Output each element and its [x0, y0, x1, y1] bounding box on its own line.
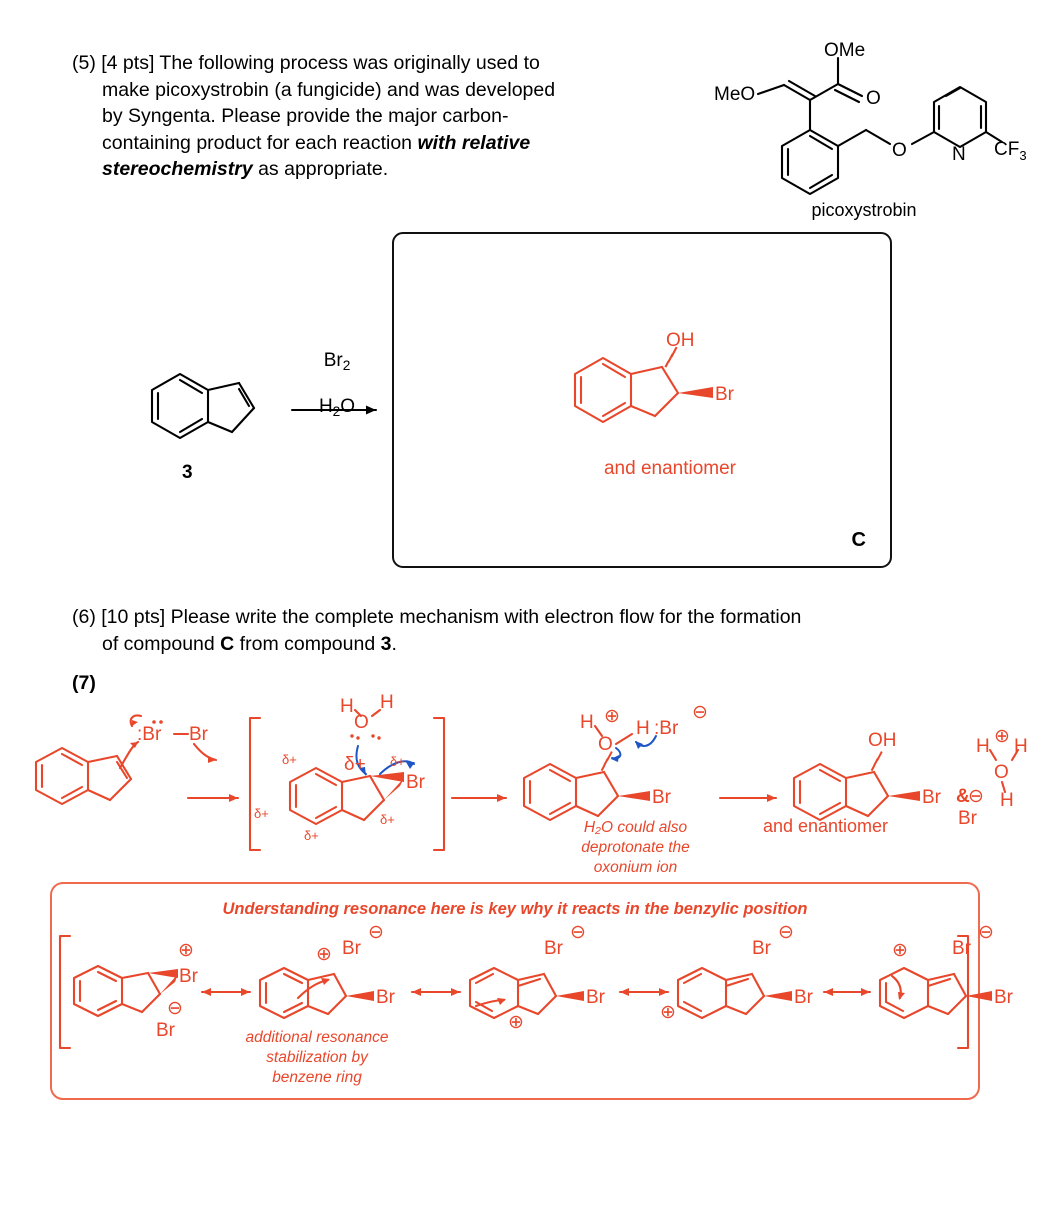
hydronium-h3: H: [1000, 790, 1014, 811]
oxonium-bromide-label: :Br: [654, 718, 679, 739]
res2-br-label: Br: [376, 987, 395, 1008]
res2-bromide-label: Br: [342, 938, 361, 959]
oxonium-plus-charge: ⊕: [604, 706, 620, 727]
res3-plus-charge: ⊕: [508, 1012, 524, 1033]
resonance-structure-ring-cation-a: [470, 922, 606, 1033]
oxonium-bromide-charge: ⊖: [692, 702, 708, 723]
oxonium-o-label: O: [598, 734, 613, 755]
water-h-right: H: [380, 692, 394, 713]
annotation-benzene-line-2: stabilization by: [266, 1049, 368, 1066]
delta-plus-2: δ+: [254, 806, 269, 821]
question-5-text: [72, 50, 682, 183]
water-o-label: O: [354, 712, 369, 733]
bromide-charge: ⊖: [968, 786, 984, 807]
q5-emphasis-1: with relative: [417, 131, 531, 154]
oxonium-h-label: H: [580, 712, 594, 733]
picoxy-ether-o: O: [892, 140, 907, 161]
annotation-benzene-resonance: [212, 1028, 422, 1088]
picoxy-ome-label: OMe: [824, 40, 866, 61]
mech-arrow-3: [720, 794, 776, 802]
res5-bromide-label: Br: [952, 938, 971, 959]
mech-arrow-1: [188, 794, 238, 802]
final-br-label: Br: [922, 787, 941, 808]
final-oh-label: OH: [868, 730, 897, 751]
q6-line-1: (6) [10 pts] Please write the complete mechanism with electron flow for the formation: [72, 606, 802, 628]
res3-br-label: Br: [586, 987, 605, 1008]
res5-bromide-charge: ⊖: [978, 922, 994, 943]
q5-emphasis-2: stereochemistry: [102, 158, 253, 180]
product-enantiomer-note: and enantiomer: [603, 458, 737, 479]
q6-line-2e: .: [391, 632, 397, 655]
annotation-benzene-line-1: additional resonance: [245, 1029, 389, 1046]
hydronium-charge: ⊕: [994, 726, 1010, 747]
res1-bromide-label: Br: [156, 1020, 175, 1041]
mech-step-1-indene-bromine: [36, 715, 216, 804]
annotation-benzene-line-3: benzene ring: [272, 1069, 362, 1086]
resonance-arrow-4: [824, 988, 870, 996]
mech-br-nucleophile-label: :Br: [137, 724, 162, 745]
delta-plus-3: δ+: [304, 828, 319, 843]
product-br-label: Br: [715, 384, 734, 405]
res4-plus-charge: ⊕: [660, 1002, 676, 1023]
oxonium-br-substituent: Br: [652, 787, 671, 808]
picoxy-meo-label: MeO: [714, 84, 756, 105]
bromonium-br-label: Br: [406, 772, 425, 793]
mech-step-2-bromonium-ion: [250, 692, 444, 850]
resonance-structure-benzylic-cation: [260, 922, 396, 1018]
question-7-number: (7): [72, 672, 96, 694]
q6-compound-c: C: [220, 632, 235, 655]
q6-line-2c: from compound: [234, 632, 381, 655]
res3-bromide-label: Br: [544, 938, 563, 959]
delta-plus-1: δ+: [282, 752, 297, 767]
res1-bromide-charge: ⊖: [167, 998, 183, 1019]
picoxy-carbonyl-o: O: [866, 88, 881, 109]
res2-bromide-charge: ⊖: [368, 922, 384, 943]
picoxy-cf3-label: $CF_3$: [994, 139, 1027, 163]
q5-indent: [72, 77, 102, 104]
product-structure-c: [545, 330, 795, 460]
res1-br-label: Br: [179, 966, 198, 987]
res5-plus-charge: ⊕: [892, 940, 908, 961]
q5-line-1: (5) [4 pts] The following process was originally used to: [72, 52, 540, 74]
answer-box-letter: C: [851, 529, 866, 551]
starting-material-label: 3: [182, 462, 193, 483]
hydronium-o: O: [994, 762, 1009, 783]
mech-byproducts-hydronium-bromide: [958, 726, 1028, 829]
resonance-structure-ring-cation-b: [660, 922, 814, 1023]
resonance-title: Understanding resonance here is key why it reacts in the benzylic position: [222, 900, 808, 918]
ampersand-label: &: [956, 786, 970, 807]
mechanism-enantiomer-note: and enantiomer: [762, 816, 889, 836]
delta-plus-4: δ+: [380, 812, 395, 827]
hydronium-h2: H: [1014, 736, 1028, 757]
mech-arrow-2: [452, 794, 506, 802]
water-h-left: H: [340, 696, 354, 717]
resonance-arrow-1: [202, 988, 250, 996]
delta-plus-6: δ+: [390, 754, 405, 769]
res4-br-label: Br: [794, 987, 813, 1008]
bromide-label: Br: [958, 808, 977, 829]
resonance-structure-ring-cation-c: [880, 922, 1014, 1018]
annotation-oxonium-line-3: oxonium ion: [593, 859, 678, 876]
delta-plus-5: δ+: [344, 754, 366, 775]
product-oh-label: OH: [666, 330, 695, 351]
picoxystrobin-caption: picoxystrobin: [811, 200, 917, 220]
mech-br-leaving-label: Br: [189, 724, 208, 745]
oxonium-h2-label: H: [636, 718, 650, 739]
res4-bromide-label: Br: [752, 938, 771, 959]
q5-line-2: make picoxystrobin (a fungicide) and was developed: [102, 78, 556, 101]
picoxy-pyridine-n: N: [952, 144, 966, 165]
q5-line-3: by Syngenta. Please provide the major carbon-: [102, 105, 509, 127]
reagent-br2: $Br_2$: [323, 350, 351, 373]
resonance-structure-bromonium: [74, 940, 199, 1041]
resonance-structures-row: [52, 922, 1013, 1050]
hydronium-h1: H: [976, 736, 990, 757]
res5-br-label: Br: [994, 987, 1013, 1008]
q6-line-2a: of compound: [102, 632, 221, 655]
q6-compound-3: 3: [380, 632, 392, 655]
res2-plus-charge: ⊕: [316, 944, 332, 965]
q5-line-4a: containing product for each reaction: [102, 131, 418, 154]
resonance-arrow-3: [620, 988, 668, 996]
res3-bromide-charge: ⊖: [570, 922, 586, 943]
annotation-oxonium-line-1: H₂O could also: [583, 819, 688, 836]
mech-step-4-product: [794, 730, 942, 820]
q5-line-5b: as appropriate.: [252, 158, 389, 180]
res4-bromide-charge: ⊖: [778, 922, 794, 943]
res1-plus-charge: ⊕: [178, 940, 194, 961]
question-6-text: [72, 604, 972, 657]
annotation-oxonium-line-2: deprotonate the: [581, 839, 690, 856]
reagent-water: $H_2O$: [318, 396, 356, 419]
mech-step-3-oxonium: [524, 702, 708, 820]
resonance-arrow-2: [412, 988, 460, 996]
